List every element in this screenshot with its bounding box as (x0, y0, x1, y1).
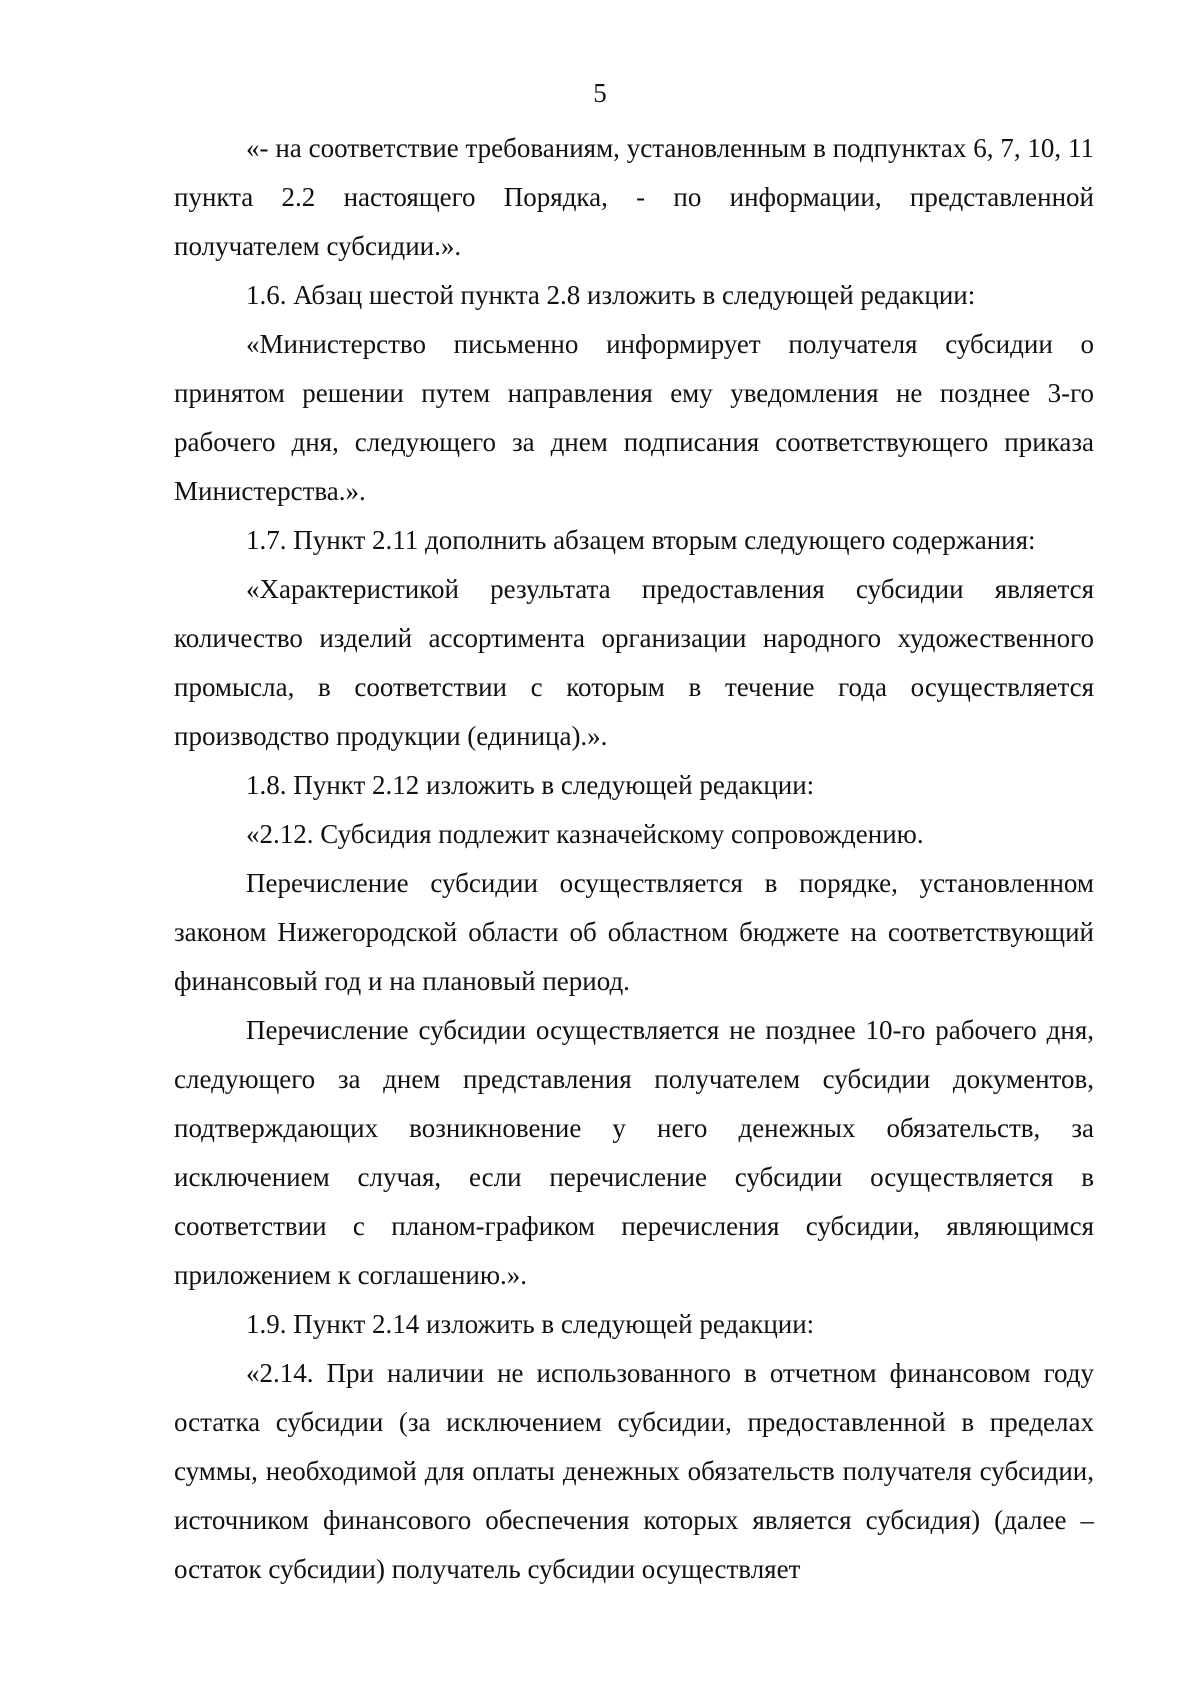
document-body (174, 124, 1094, 1594)
paragraph: 1.8. Пункт 2.12 изложить в следующей редакции: (246, 770, 815, 800)
page-number: 5 (593, 78, 607, 108)
paragraph: 1.9. Пункт 2.14 изложить в следующей редакции: (246, 1309, 815, 1339)
paragraph: Перечисление субсидии осуществляется в порядке, установленном законом Нижегородской области об областном бюджете на соответствующий финансовый год и на плановый период. (174, 868, 1094, 996)
paragraph: «2.12. Субсидия подлежит казначейскому сопровождению. (246, 819, 924, 849)
paragraph: 1.6. Абзац шестой пункта 2.8 изложить в следующей редакции: (246, 280, 976, 310)
paragraph: «2.14. При наличии не использованного в отчетном финансовом году остатка субсидии (за исключением субсидии, предоставленной в пределах суммы, необходимой для оплаты денежных обязательств получателя субсидии, источником финансового обеспечения которых является субсидия) (далее – остаток субсидии) получатель субсидии осуществляет (174, 1358, 1094, 1584)
paragraph: «Министерство письменно информирует получателя субсидии о принятом решении путем направления ему уведомления не позднее 3-го рабочего дня, следующего за днем подписания соответствующего приказа Министерства.». (174, 329, 1094, 506)
paragraph: Перечисление субсидии осуществляется не позднее 10-го рабочего дня, следующего за днем представления получателем субсидии документов, подтверждающих возникновение у него денежных обязательств, за исключением случая, если перечисление субсидии осуществляется в соответствии с планом-графиком перечисления субсидии, являющимся приложением к соглашению.». (174, 1015, 1094, 1290)
paragraph: 1.7. Пункт 2.11 дополнить абзацем вторым следующего содержания: (246, 525, 1036, 555)
paragraph: «- на соответствие требованиям, установленным в подпунктах 6, 7, 10, 11 пункта 2.2 настоящего Порядка, - по информации, представленной получателем субсидии.». (174, 133, 1094, 261)
paragraph: «Характеристикой результата предоставления субсидии является количество изделий ассортимента организации народного художественного промысла, в соответствии с которым в течение года осуществляется производство продукции (единица).». (174, 574, 1094, 751)
